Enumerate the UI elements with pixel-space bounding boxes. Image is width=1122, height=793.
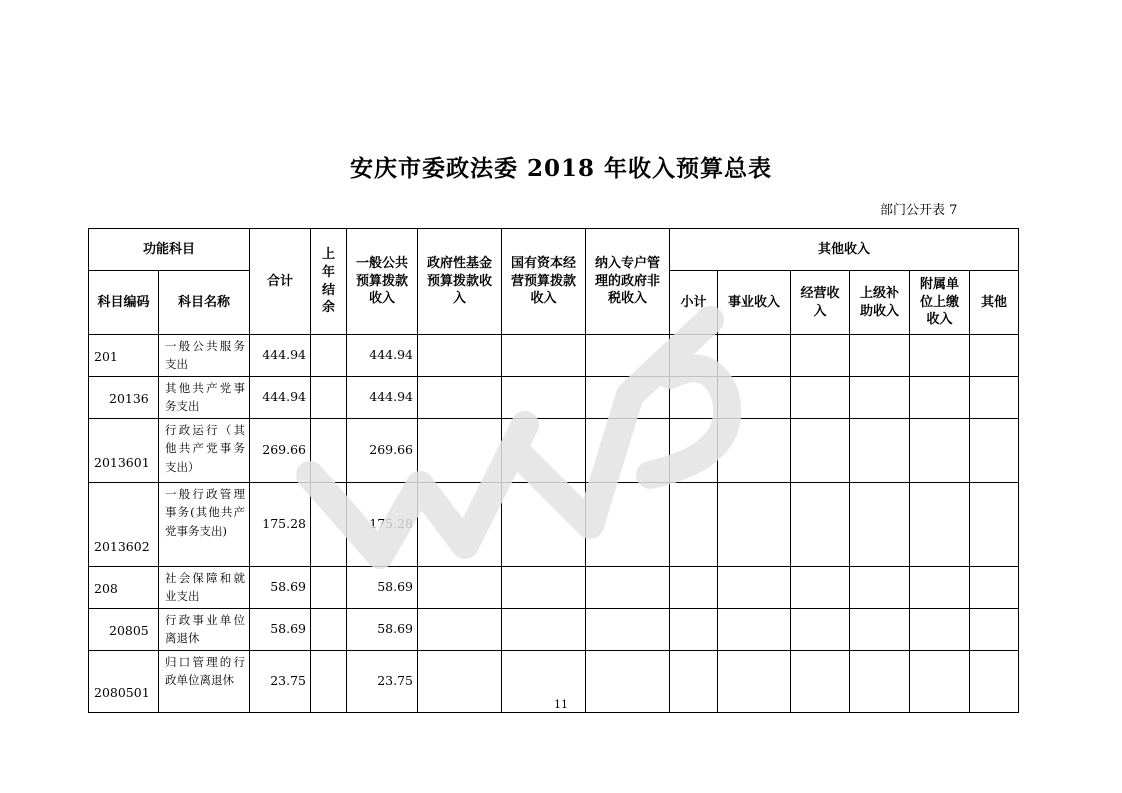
header-affiliated-payment: 附属单位上缴收入 — [910, 271, 970, 335]
table-row — [89, 419, 1019, 483]
total-value: 175.28 — [250, 483, 311, 567]
subject-code: 20136 — [89, 377, 159, 419]
header-function-subject: 功能科目 — [89, 229, 250, 271]
subject-code: 2013601 — [89, 419, 159, 483]
total-value: 444.94 — [250, 335, 311, 377]
header-subject-name: 科目名称 — [159, 271, 250, 335]
subject-code: 208 — [89, 567, 159, 609]
subject-name: 社会保障和就业支出 — [159, 567, 250, 609]
header-subject-code: 科目编码 — [89, 271, 159, 335]
header-other-income: 其他收入 — [670, 229, 1019, 271]
table-row — [89, 567, 1019, 609]
general-budget-value: 58.69 — [347, 609, 418, 651]
general-budget-value: 444.94 — [347, 377, 418, 419]
table-row — [89, 609, 1019, 651]
subject-name: 行政运行（其他共产党事务支出） — [159, 419, 250, 483]
subject-name: 其他共产党事务支出 — [159, 377, 250, 419]
table-row — [89, 483, 1019, 567]
total-value: 269.66 — [250, 419, 311, 483]
header-gov-fund-budget: 政府性基金预算拨款收入 — [418, 229, 502, 335]
subject-name: 归口管理的行政单位离退休 — [159, 651, 250, 713]
general-budget-value: 175.28 — [347, 483, 418, 567]
header-other: 其他 — [970, 271, 1019, 335]
budget-table — [88, 228, 1019, 713]
total-value: 58.69 — [250, 609, 311, 651]
general-budget-value: 269.66 — [347, 419, 418, 483]
header-general-public-budget: 一般公共预算拨款收入 — [347, 229, 418, 335]
page-title: 安庆市委政法委 2018 年收入预算总表 — [349, 155, 773, 182]
subject-name: 一般行政管理事务(其他共产党事务支出) — [159, 483, 250, 567]
table-row — [89, 335, 1019, 377]
subject-name: 一般公共服务支出 — [159, 335, 250, 377]
subject-code: 20805 — [89, 609, 159, 651]
total-value: 23.75 — [250, 651, 311, 713]
total-value: 58.69 — [250, 567, 311, 609]
page-number: 11 — [554, 698, 568, 711]
table-label: 部门公开表 7 — [880, 203, 958, 218]
subject-code: 2080501 — [89, 651, 159, 713]
header-subtotal: 小计 — [670, 271, 718, 335]
subject-code: 201 — [89, 335, 159, 377]
header-business-income: 事业收入 — [718, 271, 791, 335]
header-superior-subsidy: 上级补助收入 — [850, 271, 910, 335]
header-non-tax-income: 纳入专户管理的政府非税收入 — [586, 229, 670, 335]
header-last-year-balance: 上年结余 — [311, 229, 347, 335]
header-state-capital-budget: 国有资本经营预算拨款收入 — [502, 229, 586, 335]
subject-name: 行政事业单位离退休 — [159, 609, 250, 651]
general-budget-value: 444.94 — [347, 335, 418, 377]
subject-code: 2013602 — [89, 483, 159, 567]
header-total: 合计 — [250, 229, 311, 335]
table-row — [89, 377, 1019, 419]
header-operating-income: 经营收入 — [791, 271, 850, 335]
general-budget-value: 58.69 — [347, 567, 418, 609]
general-budget-value: 23.75 — [347, 651, 418, 713]
total-value: 444.94 — [250, 377, 311, 419]
